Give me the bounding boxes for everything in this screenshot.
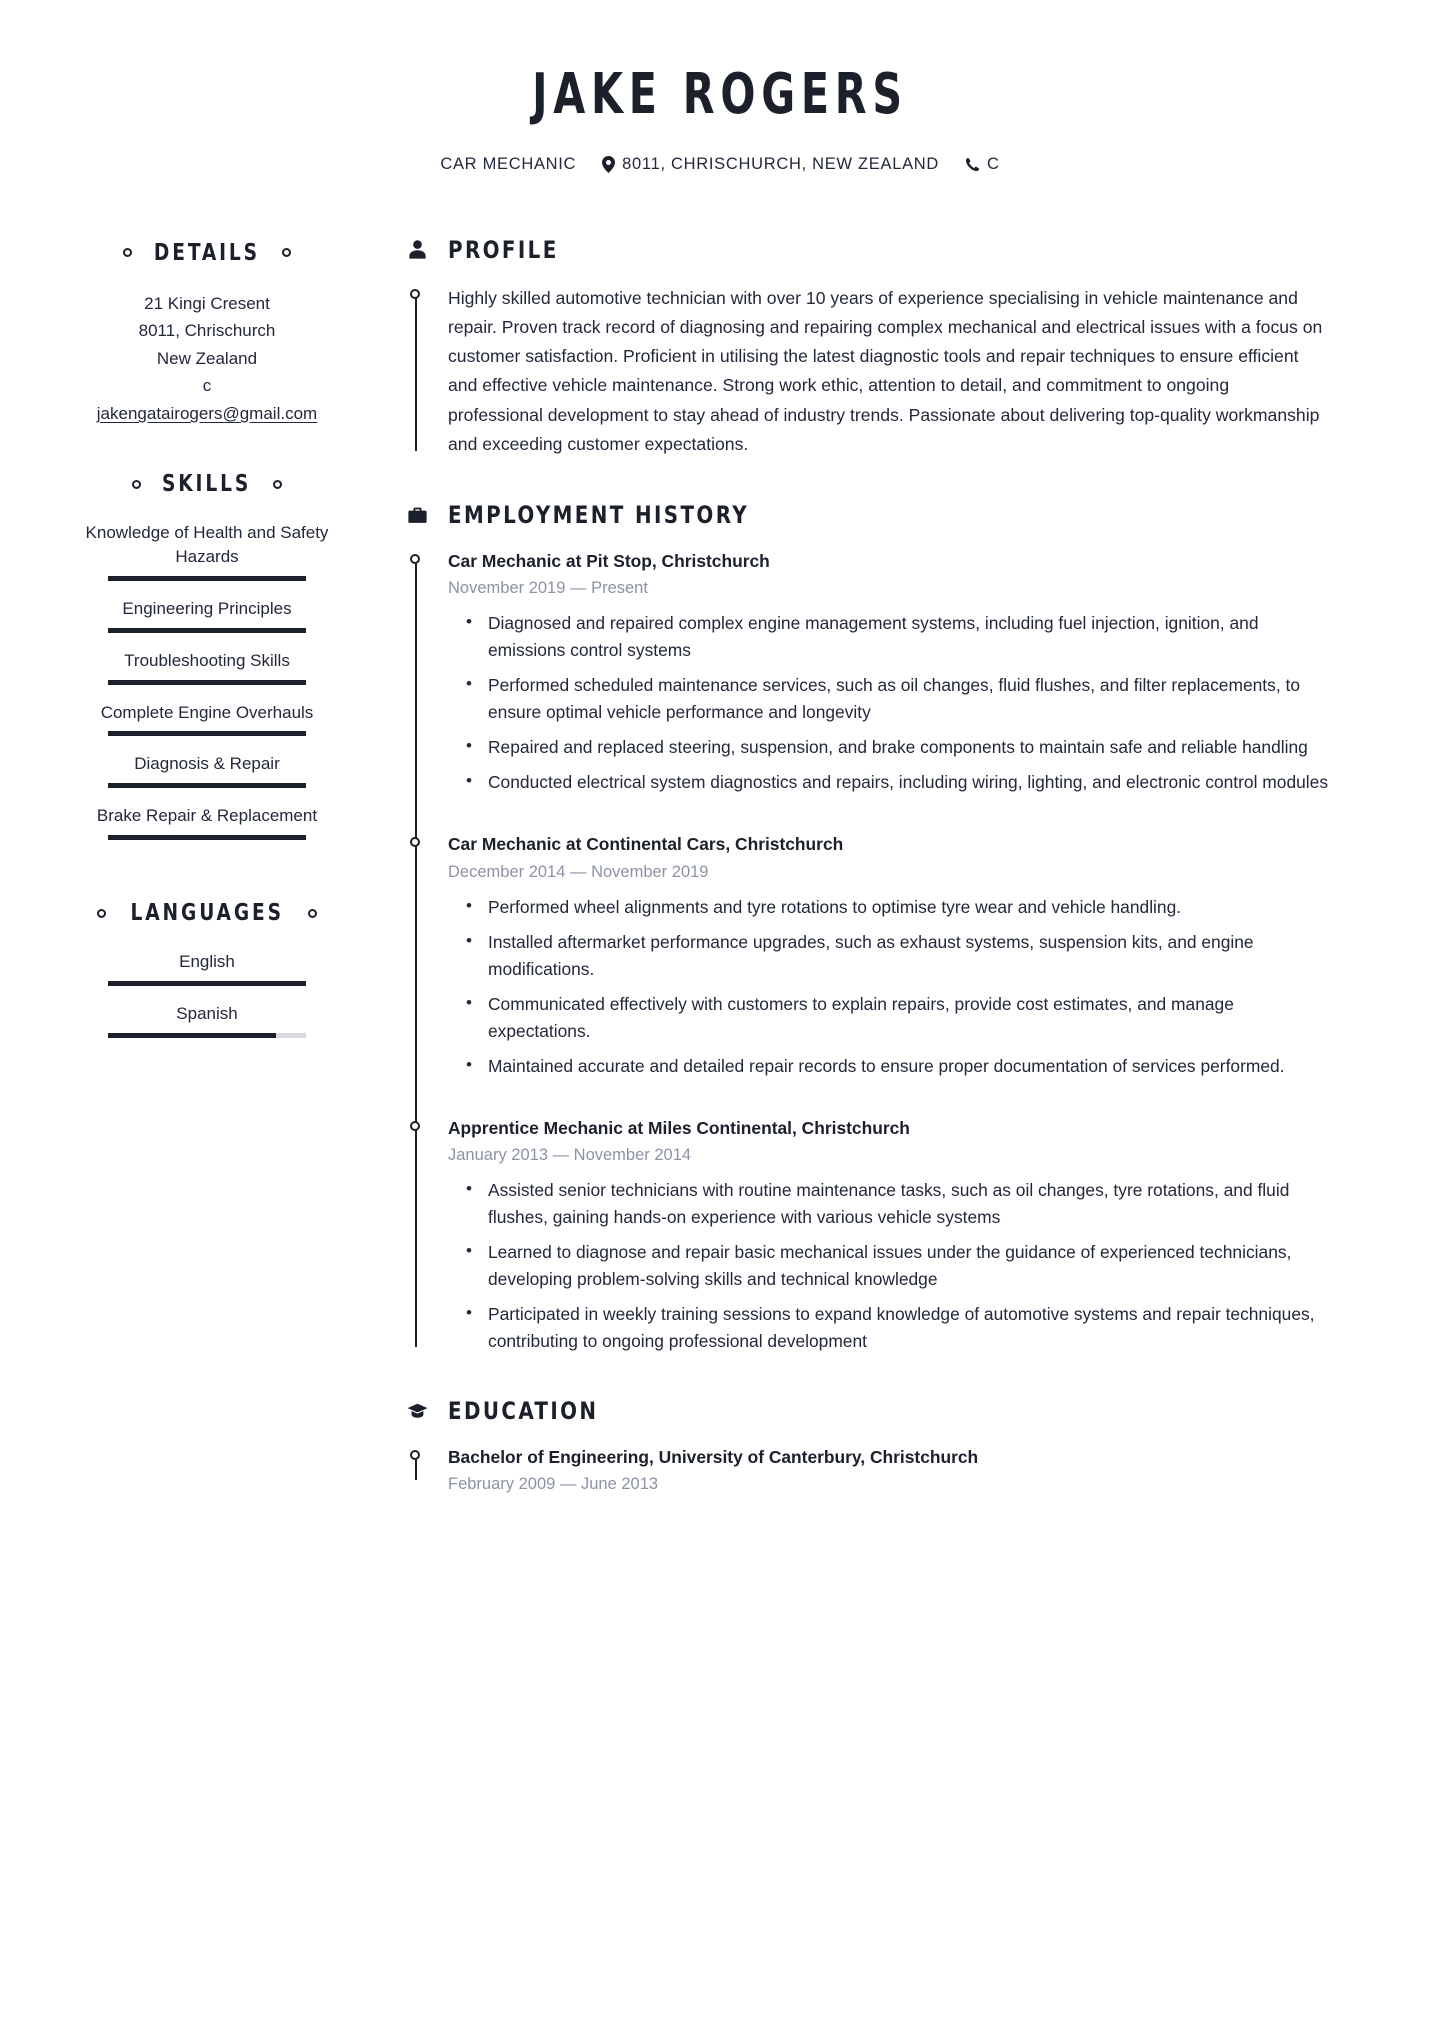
job-bullet: • Installed aftermarket performance upgrades, such as exhaust systems, suspension kits, and engine modifications. bbox=[488, 929, 1328, 983]
skill-item bbox=[52, 649, 362, 685]
detail-email-row bbox=[52, 400, 362, 428]
detail-email-link[interactable]: jakengatairogers@gmail.com bbox=[96, 403, 318, 423]
timeline-dot bbox=[410, 289, 420, 299]
job-entry bbox=[448, 832, 1388, 1079]
job-bullet: • Learned to diagnose and repair basic mechanical issues under the guidance of experienced technicians, developing problem-solving skills and technical knowledge bbox=[488, 1239, 1328, 1293]
timeline-dot bbox=[410, 1450, 420, 1460]
job-bullet: • Conducted electrical system diagnostics and repairs, including wiring, lighting, and electronic control modules bbox=[488, 769, 1328, 796]
job-entry bbox=[448, 549, 1388, 796]
timeline-dot bbox=[410, 554, 420, 564]
contact-phone bbox=[965, 155, 1000, 174]
skill-item bbox=[52, 597, 362, 633]
education-heading bbox=[406, 1397, 1388, 1425]
timeline-rail bbox=[415, 292, 417, 451]
sidebar-gap bbox=[52, 427, 362, 471]
skill-meter-fill bbox=[108, 628, 306, 633]
job-dates: January 2013 — November 2014 bbox=[448, 1145, 692, 1164]
skill-meter bbox=[108, 731, 306, 736]
job-bullet: • Performed wheel alignments and tyre rotations to optimise tyre wear and vehicle handling. bbox=[488, 894, 1328, 921]
circle-ornament-icon bbox=[308, 909, 317, 918]
education-entry bbox=[448, 1445, 1388, 1496]
contact-job-title bbox=[440, 155, 576, 174]
languages-heading bbox=[52, 900, 362, 926]
language-meter-fill bbox=[108, 981, 306, 986]
job-bullets bbox=[448, 894, 1388, 1080]
job-bullet: • Maintained accurate and detailed repair records to ensure proper documentation of services performed. bbox=[488, 1053, 1328, 1080]
language-meter-fill bbox=[108, 1033, 276, 1038]
languages-heading-text: LANGUAGES bbox=[130, 900, 284, 927]
skill-meter-fill bbox=[108, 783, 306, 788]
education-list bbox=[448, 1445, 1388, 1496]
skill-label: Complete Engine Overhauls bbox=[100, 702, 314, 722]
employment-heading-text: EMPLOYMENT HISTORY bbox=[448, 501, 749, 530]
skill-item bbox=[52, 804, 362, 840]
languages-list bbox=[52, 950, 362, 1038]
jobs-list bbox=[448, 549, 1388, 1355]
contact-phone-text: C bbox=[987, 154, 1000, 173]
education-heading-text: EDUCATION bbox=[448, 1396, 599, 1425]
language-item bbox=[52, 1002, 362, 1038]
education-timeline bbox=[406, 1445, 1388, 1496]
circle-ornament-icon bbox=[97, 909, 106, 918]
sidebar-section-skills bbox=[52, 471, 362, 840]
language-meter bbox=[108, 981, 306, 986]
timeline-dot bbox=[410, 837, 420, 847]
main-content bbox=[406, 230, 1388, 1496]
details-list bbox=[52, 290, 362, 428]
phone-icon bbox=[965, 157, 980, 172]
profile-heading-text: PROFILE bbox=[448, 235, 559, 264]
section-employment-history bbox=[406, 501, 1388, 1355]
skill-label: Troubleshooting Skills bbox=[124, 650, 290, 670]
skills-heading bbox=[52, 471, 362, 497]
circle-ornament-icon bbox=[132, 480, 141, 489]
skill-meter bbox=[108, 680, 306, 685]
skill-meter-fill bbox=[108, 576, 306, 581]
skill-label: Diagnosis & Repair bbox=[134, 754, 280, 774]
job-title: Car Mechanic at Continental Cars, Christchurch bbox=[448, 834, 844, 855]
sidebar-gap-2 bbox=[52, 856, 362, 900]
section-profile bbox=[406, 236, 1388, 459]
graduation-cap-icon bbox=[406, 1400, 428, 1422]
profile-heading bbox=[406, 236, 1388, 264]
skill-item bbox=[52, 752, 362, 788]
skill-meter bbox=[108, 783, 306, 788]
language-label: English bbox=[179, 952, 235, 972]
job-bullet: • Repaired and replaced steering, suspension, and brake components to maintain safe and reliable handling bbox=[488, 734, 1328, 761]
skill-meter-fill bbox=[108, 731, 306, 736]
timeline-dot bbox=[410, 1121, 420, 1131]
profile-timeline bbox=[406, 284, 1388, 459]
contact-job-title-text: CAR MECHANIC bbox=[440, 154, 577, 173]
briefcase-icon bbox=[406, 504, 428, 526]
skills-heading-text: SKILLS bbox=[162, 471, 252, 498]
language-item bbox=[52, 950, 362, 986]
job-bullet: • Participated in weekly training sessions to expand knowledge of automotive systems and repair techniques, contributing to ongoing professional development bbox=[488, 1301, 1328, 1355]
skill-meter bbox=[108, 835, 306, 840]
education-title: Bachelor of Engineering, University of Canterbury, Christchurch bbox=[448, 1446, 979, 1467]
job-title: Apprentice Mechanic at Miles Continental, Christchurch bbox=[448, 1117, 910, 1138]
sidebar-section-languages bbox=[52, 900, 362, 1038]
skill-label: Brake Repair & Replacement bbox=[96, 806, 318, 826]
contact-location-text: 8011, CHRISCHURCH, NEW ZEALAND bbox=[622, 154, 940, 173]
sidebar-section-details bbox=[52, 240, 362, 428]
employment-timeline bbox=[406, 549, 1388, 1355]
job-dates: December 2014 — November 2019 bbox=[448, 862, 709, 881]
skill-meter bbox=[108, 628, 306, 633]
contact-location bbox=[602, 155, 939, 174]
circle-ornament-icon bbox=[273, 480, 282, 489]
job-bullet: • Diagnosed and repaired complex engine management systems, including fuel injection, ignition, and emissions control systems bbox=[488, 610, 1328, 664]
skill-meter-fill bbox=[108, 680, 306, 685]
resume-header bbox=[52, 52, 1388, 174]
detail-country: New Zealand bbox=[156, 348, 258, 368]
skills-list bbox=[52, 521, 362, 840]
job-bullet: • Assisted senior technicians with routine maintenance tasks, such as oil changes, tyre rotations, and fluid flushes, gaining hands-on experience with various vehicle systems bbox=[488, 1177, 1328, 1231]
skill-label: Knowledge of Health and Safety Hazards bbox=[85, 523, 329, 567]
job-dates: November 2019 — Present bbox=[448, 579, 648, 598]
job-bullets bbox=[448, 1177, 1388, 1355]
profile-text: Highly skilled automotive technician with over 10 years of experience specialising in vehicle maintenance and repair. Proven track record of diagnosing and repairing complex mechanical and electrical issues with a focus on customer satisfaction. Proficient in utilising the latest diagnostic tools and repair techniques to ensure efficient and effective vehicle maintenance. Strong work ethic, attention to detail, and commitment to ongoing professional development to stay ahead of industry trends. Passionate about delivering top-quality workmanship and exceeding customer expectations. bbox=[448, 287, 1323, 454]
job-bullet: • Performed scheduled maintenance services, such as oil changes, fluid flushes, and filter replacements, to ensure optimal vehicle performance and longevity bbox=[488, 672, 1328, 726]
job-bullet: • Communicated effectively with customers to explain repairs, provide cost estimates, and manage expectations. bbox=[488, 991, 1328, 1045]
detail-phone: c bbox=[202, 376, 212, 396]
job-title: Car Mechanic at Pit Stop, Christchurch bbox=[448, 551, 770, 572]
details-heading bbox=[52, 240, 362, 266]
detail-address-line1: 21 Kingi Cresent bbox=[144, 293, 270, 313]
skill-meter-fill bbox=[108, 835, 306, 840]
skill-item bbox=[52, 701, 362, 737]
map-pin-icon bbox=[602, 156, 615, 173]
sidebar bbox=[52, 230, 362, 1496]
person-icon bbox=[406, 239, 428, 261]
page-title: JAKE ROGERS bbox=[532, 62, 908, 127]
resume-body bbox=[52, 230, 1388, 1496]
education-dates: February 2009 — June 2013 bbox=[448, 1475, 659, 1494]
skill-label: Engineering Principles bbox=[122, 599, 292, 619]
employment-heading bbox=[406, 501, 1388, 529]
skill-item bbox=[52, 521, 362, 581]
skill-meter bbox=[108, 576, 306, 581]
details-heading-text: DETAILS bbox=[153, 239, 261, 266]
circle-ornament-icon bbox=[282, 248, 291, 257]
circle-ornament-icon bbox=[123, 248, 132, 257]
contact-line bbox=[52, 155, 1388, 174]
section-education bbox=[406, 1397, 1388, 1496]
job-entry bbox=[448, 1116, 1388, 1355]
language-label: Spanish bbox=[176, 1003, 238, 1023]
job-bullets bbox=[448, 610, 1388, 796]
detail-address-line2: 8011, Chrischurch bbox=[138, 321, 276, 341]
language-meter bbox=[108, 1033, 306, 1038]
timeline-rail bbox=[415, 557, 417, 1347]
